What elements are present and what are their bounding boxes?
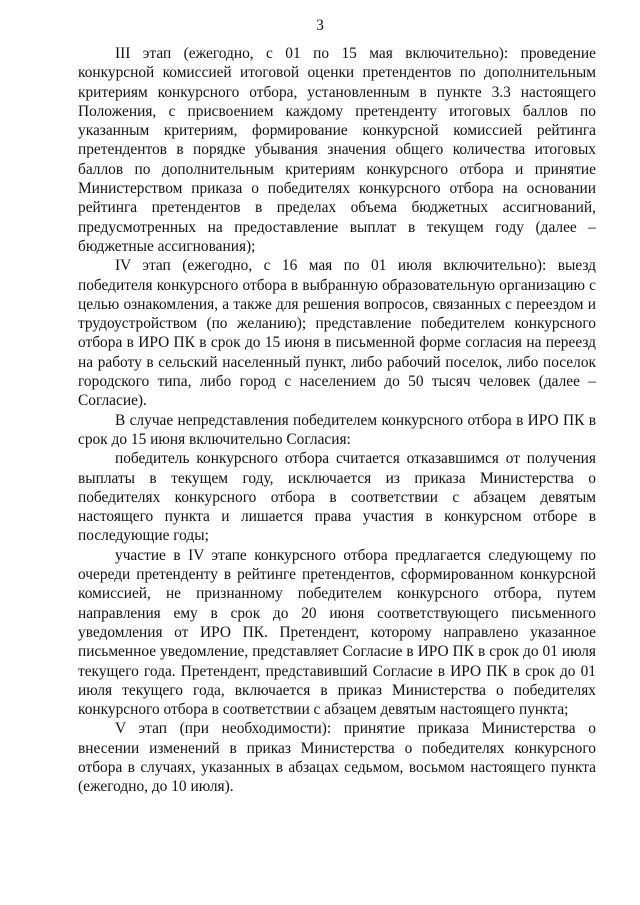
page-number: 3 xyxy=(316,17,324,34)
paragraph-next-candidate: участие в IV этапе конкурсного отбора предлагается следующему по очереди претенденту в рейтинге претендентов, сформированном конкурсной комиссией, не признанному победителем конкурсного отбора, путем направления ему в срок до 20 июня соответствующего письменного уведомления от ИРО ПК. Претендент, которому направлено указанное письменное уведомление, представляет Согласие в ИРО ПК в срок до 01 июля текущего года. Претендент, представивший Согласие в ИРО ПК в срок до 01 июля текущего года, включается в приказ Министерства о победителях конкурсного отбора в соответствии с абзацем девятым настоящего пункта; xyxy=(78,546,596,719)
paragraph-winner-refusal: победитель конкурсного отбора считается отказавшимся от получения выплаты в текущем году, исключается из приказа Министерства о победителях конкурсного отбора в соответствии с абзацем девятым настоящего пункта и лишается права участия в конкурсном отборе в последующие годы; xyxy=(78,450,596,545)
paragraph-stage-4: IV этап (ежегодно, с 16 мая по 01 июля включительно): выезд победителя конкурсного отбора в выбранную образовательную организацию с целью ознакомления, а также для решения вопросов, связанных с переездом и трудоустройством (по желанию); представление победителем конкурсного отбора в ИРО ПК в срок до 15 июня в письменной форме согласия на переезд на работу в сельский населенный пункт, либо рабочий поселок, либо поселок городского типа, либо город с населением до 50 тысяч человек (далее – Согласие). xyxy=(78,257,596,410)
document-body xyxy=(78,44,596,797)
paragraph-stage-5: V этап (при необходимости): принятие приказа Министерства о внесении изменений в приказ Министерства о победителях конкурсного отбора в случаях, указанных в абзацах седьмом, восьмом настоящего пункта (ежегодно, до 10 июля). xyxy=(78,720,596,796)
paragraph-stage-3: III этап (ежегодно, с 01 по 15 мая включительно): проведение конкурсной комиссией итоговой оценки претендентов по дополнительным критериям конкурсного отбора, установленным в пункте 3.3 настоящего Положения, с присвоением каждому претенденту итоговых баллов по указанным критериям, формирование конкурсной комиссией рейтинга претендентов в порядке убывания значения общего количества итоговых баллов по дополнительным критериям конкурсного отбора и принятие Министерством приказа о победителях конкурсного отбора на основании рейтинга претендентов в пределах объема бюджетных ассигнований, предусмотренных на предоставление выплат в текущем году (далее – бюджетные ассигнования); xyxy=(78,45,596,255)
paragraph-non-submission: В случае непредставления победителем конкурсного отбора в ИРО ПК в срок до 15 июня включительно Согласия: xyxy=(78,411,596,448)
